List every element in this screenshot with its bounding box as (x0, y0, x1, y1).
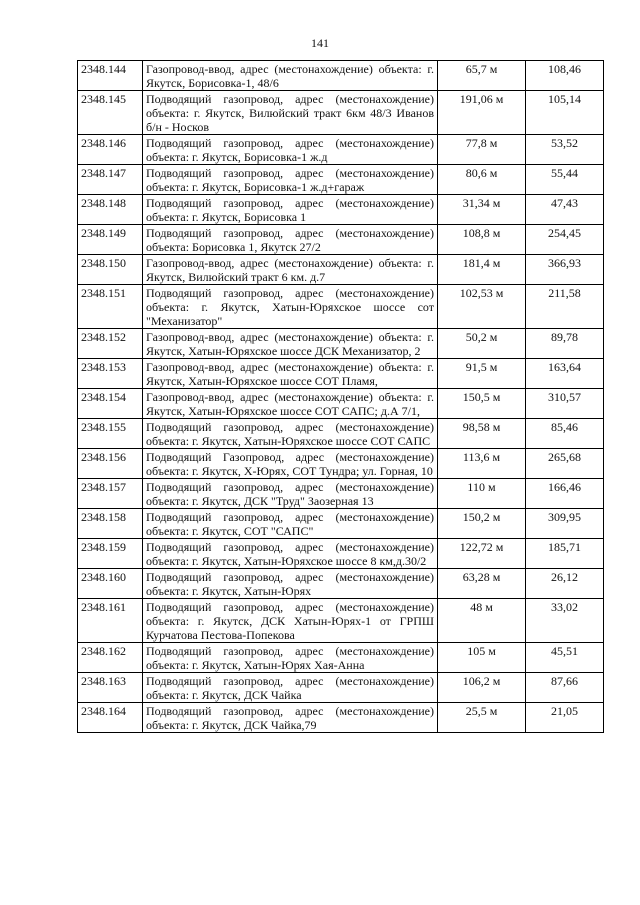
table-row (78, 449, 604, 479)
row-description-cell: Подводящий газопровод, адрес (местонахождение) объекта: г. Якутск, Борисовка-1 ж.д (143, 135, 438, 165)
table-row (78, 225, 604, 255)
row-value-cell: 47,43 (526, 195, 604, 225)
table-row (78, 703, 604, 733)
row-value-cell: 163,64 (526, 359, 604, 389)
row-length-cell: 150,5 м (438, 389, 526, 419)
row-length-cell: 150,2 м (438, 509, 526, 539)
row-id-cell: 2348.149 (78, 225, 143, 255)
row-description-cell: Подводящий газопровод, адрес (местонахождение) объекта: г. Якутск, Вилюйский тракт 6км 48/3 Иванов б/н - Носков (143, 91, 438, 135)
row-value-cell: 108,46 (526, 61, 604, 91)
row-length-cell: 31,34 м (438, 195, 526, 225)
row-description-cell: Подводящий газопровод, адрес (местонахождение) объекта: г. Якутск, Хатын-Юряхское шоссе СОТ САПС (143, 419, 438, 449)
row-id-cell: 2348.147 (78, 165, 143, 195)
table-row (78, 255, 604, 285)
row-description-cell: Газопровод-ввод, адрес (местонахождение) объекта: г. Якутск, Хатын-Юряхское шоссе ДСК Механизатор, 2 (143, 329, 438, 359)
row-length-cell: 102,53 м (438, 285, 526, 329)
row-description-cell: Газопровод-ввод, адрес (местонахождение) объекта: г. Якутск, Хатын-Юряхское шоссе СОТ Пламя, (143, 359, 438, 389)
row-value-cell: 265,68 (526, 449, 604, 479)
table-row (78, 389, 604, 419)
row-value-cell: 105,14 (526, 91, 604, 135)
registry-table-body (78, 61, 604, 733)
row-value-cell: 211,58 (526, 285, 604, 329)
row-length-cell: 63,28 м (438, 569, 526, 599)
table-row (78, 195, 604, 225)
row-value-cell: 33,02 (526, 599, 604, 643)
table-row (78, 509, 604, 539)
row-length-cell: 50,2 м (438, 329, 526, 359)
table-row (78, 643, 604, 673)
table-row (78, 165, 604, 195)
row-value-cell: 185,71 (526, 539, 604, 569)
row-length-cell: 65,7 м (438, 61, 526, 91)
row-id-cell: 2348.150 (78, 255, 143, 285)
row-value-cell: 87,66 (526, 673, 604, 703)
row-id-cell: 2348.146 (78, 135, 143, 165)
row-description-cell: Газопровод-ввод, адрес (местонахождение) объекта: г. Якутск, Хатын-Юряхское шоссе СОТ САПС; д.А 7/1, (143, 389, 438, 419)
row-value-cell: 26,12 (526, 569, 604, 599)
table-row (78, 285, 604, 329)
row-value-cell: 55,44 (526, 165, 604, 195)
row-value-cell: 53,52 (526, 135, 604, 165)
row-id-cell: 2348.151 (78, 285, 143, 329)
row-id-cell: 2348.155 (78, 419, 143, 449)
row-value-cell: 309,95 (526, 509, 604, 539)
row-id-cell: 2348.156 (78, 449, 143, 479)
row-length-cell: 122,72 м (438, 539, 526, 569)
row-id-cell: 2348.159 (78, 539, 143, 569)
row-description-cell: Подводящий газопровод, адрес (местонахождение) объекта: г. Якутск, ДСК Хатын-Юрях-1 от ГРПШ Курчатова Пестова-Попекова (143, 599, 438, 643)
row-description-cell: Подводящий Газопровод, адрес (местонахождение) объекта: г. Якутск, Х-Юрях, СОТ Тундра; ул. Горная, 10 (143, 449, 438, 479)
row-description-cell: Подводящий газопровод, адрес (местонахождение) объекта: г. Якутск, Хатын-Юряхское шоссе сот "Механизатор" (143, 285, 438, 329)
table-row (78, 135, 604, 165)
row-value-cell: 89,78 (526, 329, 604, 359)
row-length-cell: 48 м (438, 599, 526, 643)
registry-table (77, 60, 604, 733)
row-description-cell: Газопровод-ввод, адрес (местонахождение) объекта: г. Якутск, Борисовка-1, 48/6 (143, 61, 438, 91)
table-row (78, 569, 604, 599)
table-row (78, 329, 604, 359)
row-length-cell: 181,4 м (438, 255, 526, 285)
row-length-cell: 105 м (438, 643, 526, 673)
row-description-cell: Подводящий газопровод, адрес (местонахождение) объекта: г. Якутск, Борисовка-1 ж.д+гараж (143, 165, 438, 195)
row-value-cell: 366,93 (526, 255, 604, 285)
row-id-cell: 2348.158 (78, 509, 143, 539)
row-length-cell: 25,5 м (438, 703, 526, 733)
row-value-cell: 166,46 (526, 479, 604, 509)
table-row (78, 91, 604, 135)
row-id-cell: 2348.164 (78, 703, 143, 733)
row-id-cell: 2348.161 (78, 599, 143, 643)
table-row (78, 539, 604, 569)
row-id-cell: 2348.162 (78, 643, 143, 673)
row-description-cell: Подводящий газопровод, адрес (местонахождение) объекта: г. Якутск, Хатын-Юряхское шоссе 8 км,д.30/2 (143, 539, 438, 569)
row-id-cell: 2348.144 (78, 61, 143, 91)
row-id-cell: 2348.145 (78, 91, 143, 135)
row-value-cell: 310,57 (526, 389, 604, 419)
row-length-cell: 98,58 м (438, 419, 526, 449)
table-row (78, 599, 604, 643)
row-id-cell: 2348.157 (78, 479, 143, 509)
row-description-cell: Подводящий газопровод, адрес (местонахождение) объекта: г. Якутск, Борисовка 1 (143, 195, 438, 225)
row-length-cell: 77,8 м (438, 135, 526, 165)
row-description-cell: Подводящий газопровод, адрес (местонахождение) объекта: г. Якутск, Хатын-Юрях (143, 569, 438, 599)
row-length-cell: 91,5 м (438, 359, 526, 389)
row-id-cell: 2348.152 (78, 329, 143, 359)
row-length-cell: 108,8 м (438, 225, 526, 255)
page-number: 141 (311, 36, 329, 50)
row-id-cell: 2348.154 (78, 389, 143, 419)
row-description-cell: Подводящий газопровод, адрес (местонахождение) объекта: г. Якутск, ДСК "Труд" Заозерная 13 (143, 479, 438, 509)
row-description-cell: Подводящий газопровод, адрес (местонахождение) объекта: г. Якутск, СОТ "САПС" (143, 509, 438, 539)
row-id-cell: 2348.153 (78, 359, 143, 389)
row-description-cell: Подводящий газопровод, адрес (местонахождение) объекта: г. Якутск, ДСК Чайка,79 (143, 703, 438, 733)
row-length-cell: 113,6 м (438, 449, 526, 479)
table-row (78, 359, 604, 389)
row-id-cell: 2348.163 (78, 673, 143, 703)
row-description-cell: Подводящий газопровод, адрес (местонахождение) объекта: Борисовка 1, Якутск 27/2 (143, 225, 438, 255)
row-length-cell: 80,6 м (438, 165, 526, 195)
row-value-cell: 21,05 (526, 703, 604, 733)
table-row (78, 419, 604, 449)
row-length-cell: 110 м (438, 479, 526, 509)
row-value-cell: 254,45 (526, 225, 604, 255)
row-length-cell: 106,2 м (438, 673, 526, 703)
row-value-cell: 85,46 (526, 419, 604, 449)
row-id-cell: 2348.160 (78, 569, 143, 599)
row-id-cell: 2348.148 (78, 195, 143, 225)
row-length-cell: 191,06 м (438, 91, 526, 135)
row-description-cell: Подводящий газопровод, адрес (местонахождение) объекта: г. Якутск, Хатын-Юрях Хая-Анна (143, 643, 438, 673)
table-row (78, 673, 604, 703)
table-row (78, 61, 604, 91)
table-row (78, 479, 604, 509)
row-description-cell: Газопровод-ввод, адрес (местонахождение) объекта: г. Якутск, Вилюйский тракт 6 км. д.7 (143, 255, 438, 285)
row-description-cell: Подводящий газопровод, адрес (местонахождение) объекта: г. Якутск, ДСК Чайка (143, 673, 438, 703)
row-value-cell: 45,51 (526, 643, 604, 673)
